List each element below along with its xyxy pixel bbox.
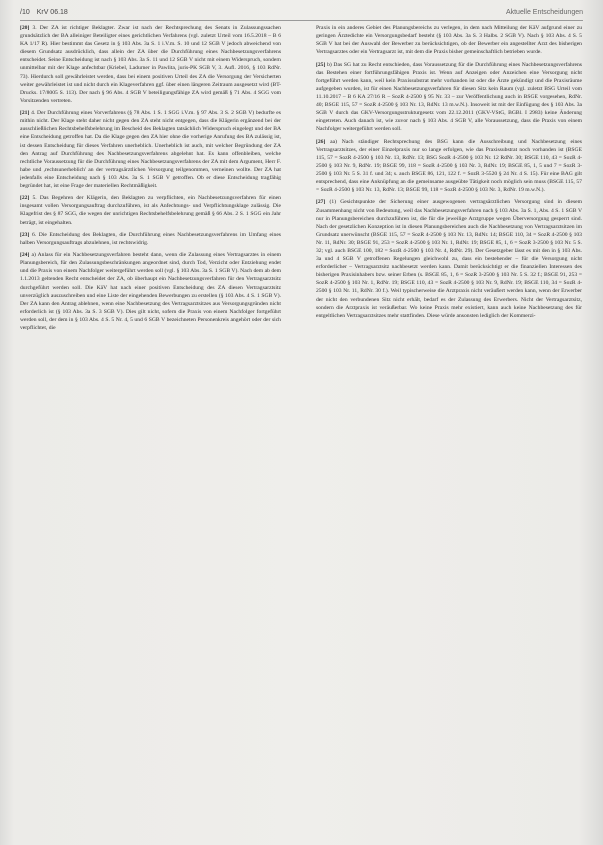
paragraph [20, 194, 281, 226]
section-title: Aktuelle Entscheidungen [505, 9, 583, 16]
paragraph-number: [23] [20, 231, 30, 238]
paragraph-number: [21] [20, 110, 30, 117]
paragraph-text: 4. Der Durchführung eines Vorverfahrens (§ 78 Abs. 1 S. 1 SGG i.V.m. § 97 Abs. 3 S. 2 SGB V) bedurfte es mithin nicht. Der Klage steht daher nicht gegen den ZA steht nicht entgegen, dass die Klägerin ergänzend bei der ausschließlichen Rechtsbehelfsbelehrung im Bescheid des Beklagten tatsächlich Widerspruch eingelegt und der BA eine Entscheidung getroffen hat. Da die Klage gegen den ZA hier ohne die vorherige Anrufung des BA zulässig ist, ist dessen Entscheidung für dieses Verfahren unerheblich. Unerheblich ist auch, mit welcher Begründung der ZA den Antrag auf Durchführung des Nachbesetzungsverfahrens abgelehnt hat. Es kann offenbleiben, welche rechtliche Voraussetzung für die Durchführung eines Nachbesetzungsverfahrens der ZA mit dem Argument, Herr F. habe und ,rechtsunerheblich' an der vertragsärztlichen Versorgung teilgenommen, verneinen wollte. Der ZA hat jedenfalls eine Entscheidung nach § 103 Abs. 3a S. 1 SGB V getroffen. Ob er diese Entscheidung tragfähig begründet hat, ist eine Frage der materiellen Rechtmäßigkeit. [20, 110, 281, 189]
paragraph-number: [27] [316, 199, 326, 206]
paragraph [20, 109, 281, 190]
paragraph-number: [25] [316, 61, 326, 68]
paragraph-text: 6. Die Entscheidung des Beklagten, die Durchführung eines Nachbesetzungsverfahrens im Umfang eines halben Versorgungsauftrags abzulehnen, ist rechtswidrig. [20, 231, 281, 246]
paragraph [316, 198, 582, 319]
paragraph-number: [24] [20, 252, 30, 259]
page-header [20, 7, 583, 21]
page-number: /10 [20, 9, 30, 16]
paragraph [20, 231, 281, 247]
paragraph-text: a) Anlass für ein Nachbesetzungsverfahren besteht dann, wenn die Zulassung eines Vertragsarztes in einem Planungsbereich, für den Zulassungsbeschränkungen angeordnet sind, durch Tod, Verzicht oder Entziehung endet und die Praxis von einem Nachfolger weitergeführt werden soll (vgl. § 103 Abs. 3a S. 1 SGB V). Nach dem ab dem 1.1.2013 geltenden Recht entscheidet der ZA, ob überhaupt ein Nachbesetzungsverfahren für den Vertragsarztsitz durchgeführt werden soll. Die KäV hat nach einer positiven Entscheidung des ZA diesen Vertragsarztsitz unverzüglich auszuschreiben und eine Liste der eingehenden Bewerbungen zu erstellen (§ 103 Abs. 4 S. 1 SGB V). Der ZA kann den Antrag ablehnen, wenn eine Nachbesetzung des Vertragsarztsitzes aus Versorgungsgründen nicht erforderlich ist (§ 103 Abs. 3a S. 3 SGB V). Dies gilt nicht, sofern die Praxis von einem Nachfolger fortgeführt werden soll, der dem in § 103 Abs. 4 S. 5 Nr. 4, 5 und 6 SGB V bezeichneten Personenkreis angehört oder der sich verpflichtet, die [20, 252, 281, 332]
paragraph [316, 24, 582, 56]
paragraph [316, 61, 582, 134]
paragraph [316, 138, 582, 195]
right-column [316, 24, 582, 836]
paragraph-text: (1) Gesichtspunkte der Sicherung einer ausgewogenen vertragsärztlichen Versorgung sind in diesem Zusammenhang nicht von Bedeutung, weil das Nachbesetzungsverfahren nach § 103 Abs. 3a S. 1, Abs. 4 S. 1 SGB V nur in Planungsbereichen durchzuführen ist, die für die jeweilige Arztgruppe wegen Überversorgung gesperrt sind. Nach der gesetzlichen Konzeption ist in diesen Planungsbereichen auch die Nachbesetzung von Vertragsarztsitzen im Grundsatz unerwünscht (BSGE 115, 57 = SozR 4-2500 § 103 Nr. 13, RdNr. 14; BSGE 110, 34 = SozR 4-2500 § 103 Nr. 11, RdNr. 30; BSGE 91, 253 = SozR 4-2500 § 103 Nr. 1, RdNr. 19; BSGE 85, 1, 6 = SozR 3-2500 § 103 Nr. 5 S. 32; vgl. auch BSGE 100, 182 = SozR 4-2500 § 103 Nr. 4, RdNr. 29). Der Gesetzgeber lässt es mit den in § 103 Abs. 3a und 4 SGB V getroffenen Regelungen gleichwohl zu, dass ein bestehender – für die Versorgung nicht erforderlicher – Vertragsarztsitz nachbesetzt werden kann. Damit berücksichtigt er die finanziellen Interessen des bisherigen Praxisinhabers bzw. seiner Erben (s. BSGE 85, 1, 6 = SozR 3-2500 § 103 Nr. 5 S. 32 f.; BSGE 91, 253 = SozR 4-2500 § 103 Nr. 1, RdNr. 19; BSGE 110, 43 = SozR 4-2500 § 103 Nr. 9, RdNr. 19; BSGE 110, 34 = SozR 4-2500 § 103 Nr. 11, RdNr. 30 f.). Weil typischerweise die Arztpraxis nicht veräußert werden kann, wenn der Erwerber der nicht den verbundenen Sitz nicht erhält, bedarf es der Zulassung des Erwerbers. Nicht der Vertragsarztsitz, sondern die Arztpraxis ist veräußerbar. Wo keine Praxis mehr existiert, kann auch keine Nachbesetzung des für entgeltlichen Vertragsarztsitzes mehr stattfinden. Diese würde ansonsten lediglich der Kommerzi- [316, 199, 582, 319]
header-left [20, 9, 73, 16]
paragraph-text: b) Das SG hat zu Recht entschieden, dass Voraussetzung für die Durchführung eines Nachbesetzungsverfahrens das Bestehen einer fortführungsfähigen Praxis ist. Wenn auf Anzeigen oder Anzeichen eine Versorgung nicht fortgeführt werden kann, weil kein Praxissubstrat mehr vorhanden ist oder die Ärzte gekündigt und die Praxisräume aufgegeben wurden, ist für einen Nachbesetzungsverfahren für diesen Sitz kein Raum (vgl. zuletzt BSG Urteil vom 11.10.2017 – B 6 KA 27/16 R – SozR 4-2500 § 95 Nr. 33 – zur Veröffentlichung auch in BSGE vorgesehen, RdNr. 40; BSGE 115, 57 = SozR 4-2500 § 103 Nr. 13, RdNr. 13 m.w.N.). Insoweit ist mit der Einfügung des § 103 Abs. 3a SGB V durch das GKV-Versorgungsstrukturgesetz vom 22.12.2011 (GKV-VStG, BGBl. I 2983) keine Änderung eingetreten. Auch danach ist, wie zuvor nach § 103 Abs. 4 SGB V, alle Voraussetzung, dass die Praxis von einem Nachfolger weitergeführt werden soll. [316, 61, 582, 133]
paragraph-number: [20] [20, 25, 30, 31]
paragraph [20, 24, 281, 105]
journal-issue: KrV 06.18 [36, 9, 68, 16]
paragraph [20, 251, 281, 332]
paragraph-number: [26] [316, 138, 326, 145]
paragraph-text: 5. Das Begehren der Klägerin, den Beklagten zu verpflichten, ein Nachbesetzungsverfahren für einen insgesamt vollen Versorgungsauftrag durchzuführen, ist als Anfechtungs- und Verpflichtungsklage zulässig. Die Klagefrist des § 87 SGG, die wegen der unrichtigen Rechtsbehelfsbelehrung gemäß § 66 Abs. 2 S. 1 SGG ein Jahr beträgt, ist eingehalten. [20, 195, 281, 226]
paragraph-text: Praxis in ein anderes Gebiet des Planungsbereichs zu verlegen, in dem nach Mitteilung der KäV aufgrund einer zu geringen Ärztedichte ein Versorgungsbedarf besteht (§ 103 Abs. 3a S. 3 Halbs. 2 SGB V). Nach § 103 Abs. 4 S. 5 SGB V hat bei der Auswahl der Bewerber zu berücksichtigen, ob der Bewerber ein angestellter Arzt des bisherigen Vertragsarztes oder ein Vertragsarzt ist, mit dem die Praxis bisher gemeinschaftlich betrieben wurde. [316, 25, 582, 56]
paragraph-number: [22] [20, 195, 30, 202]
paragraph-text: aa) Nach ständiger Rechtsprechung des BSG kann die Ausschreibung und Nachbesetzung eines Vertragsarztsitzes, der einer Einzelpraxis nur so lange erfolgen, wie das Praxissubstrat noch vorhanden ist (BSGE 115, 57 = SozR 4-2500 § 103 Nr. 13, RdNr. 13; BSG SozR 4-2500 § 103 Nr. 12 RdNr. 30; BSGE 110, 43 = SozR 4-2500 § 103 Nr. 9, RdNr. 19; BSGE 99, 118 = SozR 4-2500 § 103 Nr. 3, RdNr. 19; BSGE 85, 1, 5 und 7 = SozR 3-2500 § 103 Nr. 5 S. 31 f. und 34; s. auch BSGE 86, 121, 122 f. = SozR 3-5520 § 24 Nr. 4 S. 15). Für eine BAG gilt entsprechend, dass eine Anknüpfung an die gemeinsame ausgeübte Tätigkeit noch möglich sein muss (BSGE 115, 57 = SozR 4-2500 § 103 Nr. 13, RdNr. 13; BSGE 99, 118 = SozR 4-2500 § 103 Nr. 3, RdNr. 19 m.w.N.). [316, 138, 582, 194]
left-column [20, 24, 281, 836]
paragraph-text: 3. Der ZA ist richtiger Beklagter. Zwar ist nach der Rechtsprechung des Senats in Zulassungssachen grundsätzlich der BA alleiniger Beteiligter eines gerichtlichen Verfahrens (vgl. zuletzt Urteil vom 16.5.2018 – B 6 KA 1/17 R). Hier bestimmt das Gesetz in § 103 Abs. 3a S. 1 i.V.m. S. 10 und 12 SGB V jedoch abweichend von diesem Grundsatz ausdrücklich, dass allein der ZA über die Durchführung eines Nachbesetzungsverfahrens entscheidet. Seine Entscheidung ist nach § 103 Abs. 3a S. 11 und 12 SGB V nicht mit einem Widerspruch, sondern unmittelbar mit der Klage anfechtbar (Kriebel, Ladurner in Pawlita, juris-PK SGB V, 3. Aufl. 2016, § 103 RdNr. 73). Hierdurch soll gewährleistet werden, dass bei einem positiven Urteil des ZA die Versorgung der Versicherten weiter gewährleistet ist und nicht durch ein Klageverfahren ggf. über einen längeren Zeitraum ausgesetzt wird (BT-Drucks. 17/8005 S. 113). Der nach § 96 Abs. 4 SGB V beteiligungsfähige ZA wird gemäß § 71 Abs. 4 SGG vom Vorsitzenden vertreten. [20, 25, 281, 104]
